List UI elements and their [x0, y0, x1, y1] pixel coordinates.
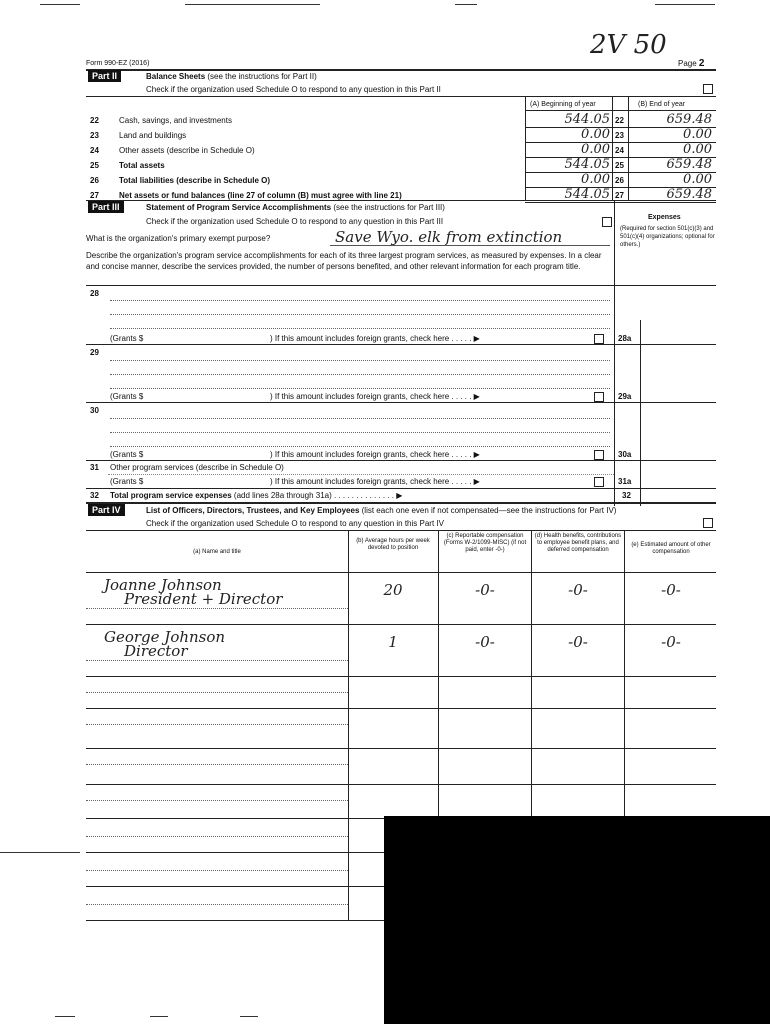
line-31a-box: 31a: [618, 477, 632, 486]
foreign-grants-text: ) If this amount includes foreign grants, check here . . . . . ▶: [270, 334, 480, 343]
purpose-question: What is the organization's primary exempt purpose?: [86, 234, 271, 243]
dotted-line: [110, 418, 610, 419]
balance-begin-value: 0.00: [581, 172, 610, 187]
describe-text: Describe the organization's program service accomplishments for each of its three largest program services, as measured by expenses. In a clear and concise manner, describe the services provided, the number of persons benefited, and other relevant information for each program title.: [86, 251, 602, 271]
balance-row-label: Other assets (describe in Schedule O): [119, 146, 255, 155]
grants-label: (Grants $: [110, 477, 144, 486]
balance-row-label: Net assets or fund balances (line 27 of column (B) must agree with line 21): [119, 191, 402, 200]
balance-row-number: 26: [90, 176, 99, 185]
scan-mark: [455, 4, 477, 5]
part3-label: Part III: [88, 201, 124, 213]
balance-end-value: 659.48: [666, 112, 712, 127]
col-e-header: (e) Estimated amount of other compensation: [631, 542, 711, 555]
balance-begin-value: 544.05: [564, 112, 610, 127]
officer-title: Director: [124, 642, 188, 660]
officer-name: George Johnson: [104, 628, 226, 646]
dotted-line: [110, 314, 610, 315]
balance-begin-value: 544.05: [564, 187, 610, 202]
col-a-header: (A) Beginning of year: [530, 101, 596, 108]
line-32-text: Total program service expenses (add lines 28a through 31a) . . . . . . . . . . . . . . ▶: [110, 491, 403, 500]
scan-mark: [185, 4, 320, 5]
part3-schedule-o-checkbox[interactable]: [602, 217, 612, 227]
officer-benefits: -0-: [568, 633, 588, 651]
line-28-number: 28: [90, 289, 99, 298]
row-line: [86, 904, 348, 905]
scan-mark: [240, 1016, 258, 1017]
part2-check-text: Check if the organization used Schedule O to respond to any question in this Part II: [146, 85, 441, 94]
part4-title: List of Officers, Directors, Trustees, and Key Employees (list each one even if not compensated—see the instructions for Part IV): [146, 506, 617, 515]
scan-mark: [0, 852, 80, 853]
dotted-line: [110, 300, 610, 301]
balance-row-label: Cash, savings, and investments: [119, 116, 232, 125]
rule: [86, 530, 716, 531]
col-b-header: (b) Average hours per week devoted to position: [356, 538, 430, 551]
row-line: [86, 748, 716, 749]
row-line: [86, 660, 348, 661]
balance-row-label: Total liabilities (describe in Schedule O): [119, 176, 270, 185]
dotted-line: [110, 446, 610, 447]
line-30a-box: 30a: [618, 450, 632, 459]
col-divider: [348, 530, 349, 920]
rule: [86, 344, 716, 345]
balance-end-value: 659.48: [666, 157, 712, 172]
scan-mark: [55, 1016, 75, 1017]
purpose-answer: Save Wyo. elk from extinction: [335, 228, 563, 246]
balance-line-box: 26: [615, 176, 624, 185]
rule: [86, 460, 716, 461]
rule: [86, 488, 716, 489]
officer-other-comp: -0-: [661, 581, 681, 599]
row-line: [86, 764, 348, 765]
balance-row-number: 23: [90, 131, 99, 140]
rule: [86, 285, 716, 286]
balance-row-number: 22: [90, 116, 99, 125]
officer-name: Joanne Johnson: [104, 576, 222, 594]
rule: [108, 474, 614, 475]
officer-hours: 20: [383, 581, 403, 599]
dotted-line: [110, 360, 610, 361]
balance-end-value: 659.48: [666, 187, 712, 202]
row-line: [86, 676, 716, 677]
rule: [86, 502, 716, 504]
part2-label: Part II: [88, 70, 121, 82]
col-divider: [628, 97, 629, 200]
scan-mark: [150, 1016, 168, 1017]
rule: [525, 110, 716, 111]
row-line: [86, 724, 348, 725]
col-c-header: (c) Reportable compensation (Forms W-2/1099-MISC) (if not paid, enter -0-): [443, 533, 527, 553]
line-30-foreign-checkbox[interactable]: [594, 450, 604, 460]
handwritten-note: 2V 50: [590, 30, 667, 60]
officer-benefits: -0-: [568, 581, 588, 599]
balance-row-number: 24: [90, 146, 99, 155]
foreign-grants-text: ) If this amount includes foreign grants, check here . . . . . ▶: [270, 392, 480, 401]
balance-line-box: 27: [615, 191, 624, 200]
part3-title: Statement of Program Service Accomplishments (see the instructions for Part III): [146, 203, 445, 212]
line-29-number: 29: [90, 348, 99, 357]
line-28a-box: 28a: [618, 334, 632, 343]
purpose-underline: [330, 245, 610, 246]
balance-begin-value: 0.00: [581, 142, 610, 157]
balance-end-value: 0.00: [683, 172, 712, 187]
rule: [86, 572, 716, 573]
foreign-grants-text: ) If this amount includes foreign grants, check here . . . . . ▶: [270, 450, 480, 459]
part4-label: Part IV: [88, 504, 125, 516]
rule: [86, 402, 716, 403]
line-32-box: 32: [622, 491, 631, 500]
line-31-number: 31: [90, 463, 99, 472]
page-label: Page 2: [678, 58, 705, 69]
grants-label: (Grants $: [110, 450, 144, 459]
row-line: [86, 870, 348, 871]
line-29-foreign-checkbox[interactable]: [594, 392, 604, 402]
balance-row-label: Total assets: [119, 161, 165, 170]
balance-end-value: 0.00: [683, 142, 712, 157]
col-a-header: (a) Name and title: [193, 549, 241, 555]
part4-check-text: Check if the organization used Schedule O to respond to any question in this Part IV: [146, 519, 444, 528]
foreign-grants-text: ) If this amount includes foreign grants, check here . . . . . ▶: [270, 477, 480, 486]
balance-line-box: 23: [615, 131, 624, 140]
scan-mark: [40, 4, 80, 5]
rule: [86, 200, 716, 201]
col-b-header: (B) End of year: [638, 101, 686, 108]
balance-begin-value: 0.00: [581, 127, 610, 142]
line-29a-box: 29a: [618, 392, 632, 401]
row-line: [525, 202, 716, 203]
grants-label: (Grants $: [110, 334, 144, 343]
line-31-text: Other program services (describe in Schedule O): [110, 463, 284, 472]
expenses-note: (Required for section 501(c)(3) and 501(c)(4) organizations; optional for others.): [620, 226, 715, 248]
row-line: [86, 836, 348, 837]
form-id: Form 990-EZ (2016): [86, 60, 150, 67]
part3-check-text: Check if the organization used Schedule O to respond to any question in this Part III: [146, 217, 444, 226]
row-line: [86, 608, 348, 609]
rule: [86, 69, 716, 71]
row-line: [86, 784, 716, 785]
officer-other-comp: -0-: [661, 633, 681, 651]
row-line: [86, 800, 348, 801]
line-32-number: 32: [90, 491, 99, 500]
line-31-foreign-checkbox[interactable]: [594, 477, 604, 487]
balance-line-box: 25: [615, 161, 624, 170]
expenses-header: Expenses: [648, 214, 681, 221]
col-d-header: (d) Health benefits, contributions to employee benefit plans, and deferred compensation: [534, 533, 622, 553]
redaction-block: [384, 816, 770, 1024]
line-30-number: 30: [90, 406, 99, 415]
rule: [86, 96, 716, 97]
balance-row-number: 25: [90, 161, 99, 170]
part2-schedule-o-checkbox[interactable]: [703, 84, 713, 94]
balance-row-label: Land and buildings: [119, 131, 187, 140]
officer-title: President + Director: [124, 590, 283, 608]
officer-compensation: -0-: [475, 581, 495, 599]
col-divider: [612, 97, 613, 200]
dotted-line: [110, 432, 610, 433]
balance-begin-value: 544.05: [564, 157, 610, 172]
grants-label: (Grants $: [110, 392, 144, 401]
officer-compensation: -0-: [475, 633, 495, 651]
balance-line-box: 24: [615, 146, 624, 155]
col-divider: [640, 320, 641, 506]
scan-mark: [655, 4, 715, 5]
officer-hours: 1: [388, 633, 398, 651]
balance-row-number: 27: [90, 191, 99, 200]
row-line: [86, 692, 348, 693]
row-line: [86, 624, 716, 625]
dotted-line: [110, 374, 610, 375]
part4-schedule-o-checkbox[interactable]: [703, 518, 713, 528]
line-28-foreign-checkbox[interactable]: [594, 334, 604, 344]
col-divider: [525, 97, 526, 200]
dotted-line: [110, 388, 610, 389]
balance-line-box: 22: [615, 116, 624, 125]
balance-end-value: 0.00: [683, 127, 712, 142]
dotted-line: [110, 328, 610, 329]
part2-title: Balance Sheets (see the instructions for Part II): [146, 72, 317, 81]
row-line: [86, 708, 716, 709]
